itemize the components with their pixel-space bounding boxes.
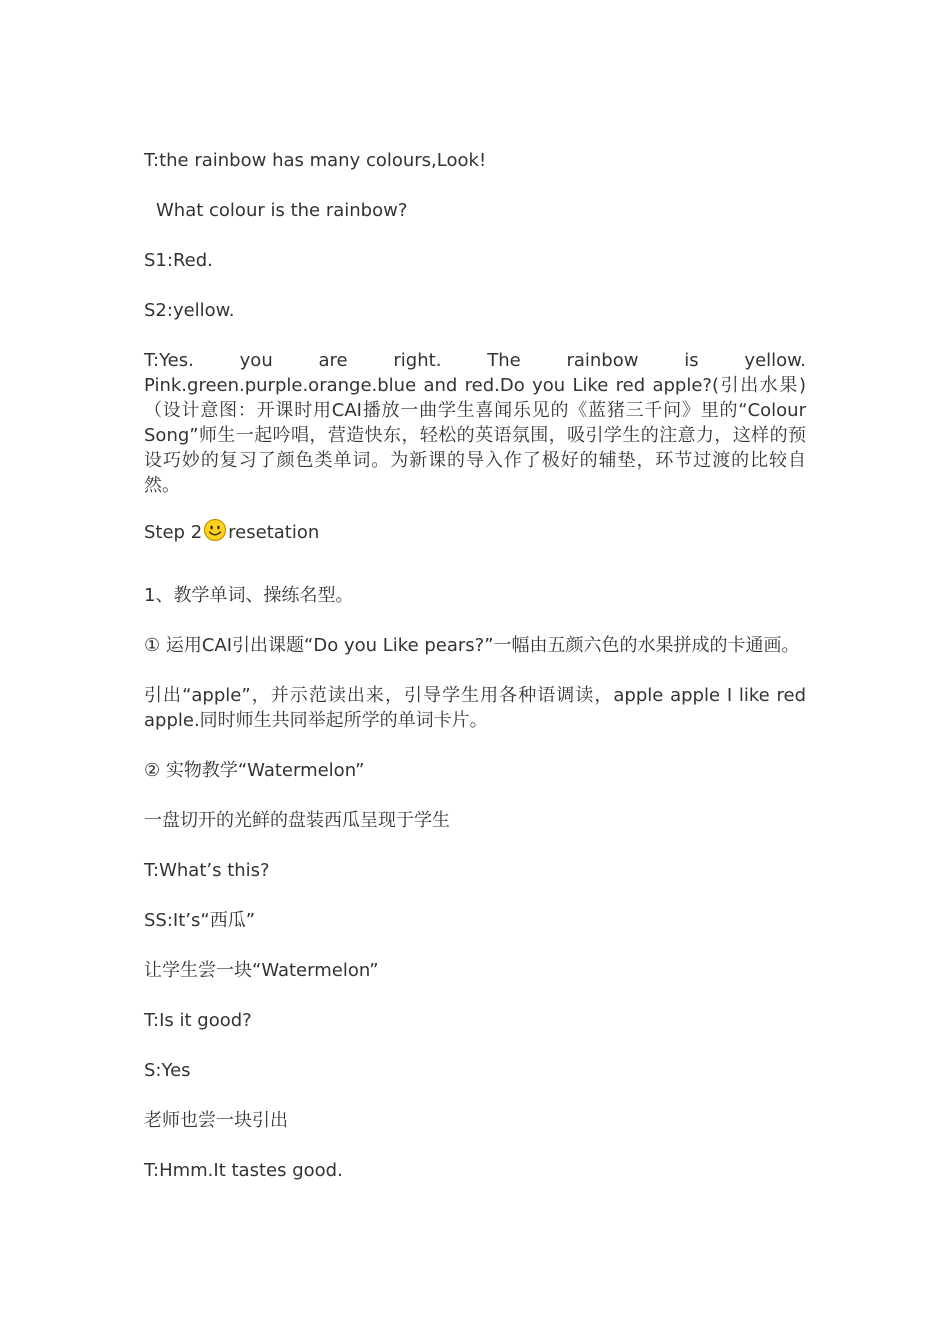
line-taste-watermelon: 让学生尝一块“Watermelon”	[144, 960, 379, 981]
step2-heading	[144, 518, 806, 548]
question-line-rainbow: What colour is the rainbow?	[156, 200, 408, 221]
paragraph-apple: 引出“apple”，并示范读出来，引导学生用各种语调读，apple apple I like red apple.同时师生共同举起所学的单词卡片。	[144, 685, 806, 731]
step2-prefix: Step 2	[144, 522, 203, 543]
item-2-watermelon: ② 实物教学“Watermelon”	[144, 760, 365, 781]
line-student-yes: S:Yes	[144, 1060, 191, 1081]
line-hmm-tastes-good: T:Hmm.It tastes good.	[144, 1160, 343, 1181]
word: T:Yes.	[144, 350, 194, 371]
line-teacher-tastes: 老师也尝一块引出	[144, 1110, 288, 1131]
word: are	[318, 350, 348, 371]
student1-line: S1:Red.	[144, 250, 213, 271]
line-is-it-good: T:Is it good?	[144, 1010, 252, 1031]
line-whats-this: T:What’s this?	[144, 860, 270, 881]
item-1-cai: ① 运用CAI引出课题“Do you Like pears?”一幅由五颜六色的水果拼成的卡通画。	[144, 635, 800, 656]
word: you	[239, 350, 273, 371]
line-watermelon-plate: 一盘切开的光鲜的盘装西瓜呈现于学生	[144, 810, 450, 831]
word: right.	[393, 350, 442, 371]
word: yellow.	[744, 350, 806, 371]
paragraph-rainbow-intent: Pink.green.purple.orange.blue and red.Do you Like red apple?(引出水果)（设计意图：开课时用CAI播放一曲学生喜闻乐见的《蓝猪三千问》里的“Colour Song”师生一起吟唱，营造快东，轻松的英语氛围，吸引学生的注意力，这样的预设巧妙的复习了颜色类单词。为新课的导入作了极好的辅垫，环节过渡的比较自然。	[144, 375, 806, 496]
step2-suffix: resetation	[228, 522, 320, 543]
teacher-line-rainbow: T:the rainbow has many colours,Look!	[144, 150, 487, 171]
student2-line: S2:yellow.	[144, 300, 235, 321]
word: is	[684, 350, 699, 371]
line-ss-answer: SS:It’s“西瓜”	[144, 910, 256, 931]
justified-line-yes	[144, 348, 806, 373]
document-page	[144, 148, 806, 1183]
smiley-face-icon	[203, 518, 227, 542]
word: rainbow	[566, 350, 639, 371]
section-heading-1: 1、教学单词、操练名型。	[144, 585, 354, 606]
word: The	[487, 350, 521, 371]
